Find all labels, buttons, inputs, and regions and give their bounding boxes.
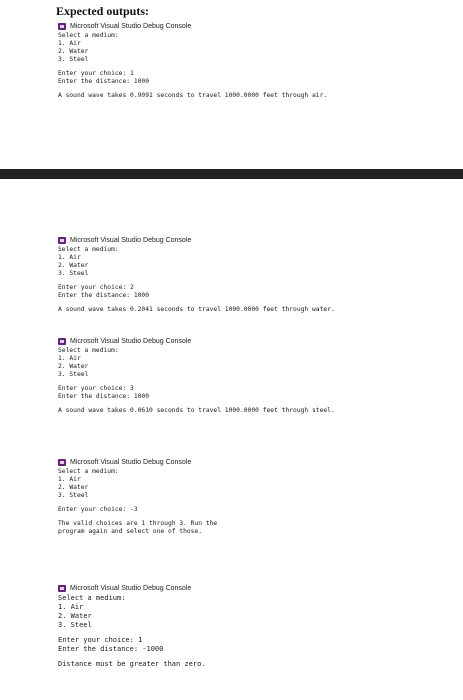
console-line: 1. Air [58, 476, 81, 483]
console-title: Microsoft Visual Studio Debug Console [70, 584, 192, 592]
visual-studio-icon [58, 585, 66, 592]
console-line: Select a medium: [58, 347, 119, 354]
console-line: Enter your choice: -3 [58, 506, 138, 513]
console-title: Microsoft Visual Studio Debug Console [70, 22, 192, 30]
console-line: Select a medium: [58, 468, 119, 475]
console-line: 2. Water [58, 48, 89, 55]
visual-studio-icon [58, 237, 66, 244]
console-window-4 [58, 456, 358, 536]
console-line: 3. Steel [58, 56, 89, 63]
console-line: 1. Air [58, 254, 81, 261]
console-line: 1. Air [58, 603, 84, 611]
console-title: Microsoft Visual Studio Debug Console [70, 337, 192, 345]
console-line: 3. Steel [58, 621, 92, 629]
page-heading: Expected outputs: [56, 4, 150, 18]
console-line: Select a medium: [58, 246, 119, 253]
visual-studio-icon [58, 23, 66, 30]
console-titlebar [58, 335, 358, 347]
console-line: A sound wave takes 0.9091 seconds to travel 1000.0000 feet through air. [58, 92, 328, 99]
console-line: 2. Water [58, 484, 89, 491]
console-titlebar [58, 582, 358, 594]
console-line: 1. Air [58, 40, 81, 47]
console-line: 3. Steel [58, 371, 89, 378]
console-line: Enter your choice: 1 [58, 70, 134, 77]
console-titlebar [58, 20, 358, 32]
console-line: Enter the distance: 1000 [58, 78, 149, 85]
console-title: Microsoft Visual Studio Debug Console [70, 458, 192, 466]
console-line: 2. Water [58, 262, 89, 269]
console-line: program again and select one of those. [58, 528, 203, 535]
console-window-2 [58, 234, 358, 314]
console-window-1 [58, 20, 358, 100]
console-window-5 [58, 582, 358, 669]
console-line: A sound wave takes 0.0610 seconds to travel 1000.0000 feet through steel. [58, 407, 335, 414]
console-line: 1. Air [58, 355, 81, 362]
console-line: Enter your choice: 2 [58, 284, 134, 291]
console-line: Select a medium: [58, 594, 126, 602]
visual-studio-icon [58, 459, 66, 466]
console-line: Enter the distance: 1000 [58, 292, 149, 299]
console-window-3 [58, 335, 358, 415]
console-titlebar [58, 234, 358, 246]
console-line: 2. Water [58, 612, 92, 620]
console-line: 3. Steel [58, 270, 89, 277]
console-title: Microsoft Visual Studio Debug Console [70, 236, 192, 244]
console-line: Enter your choice: 1 [58, 636, 143, 644]
visual-studio-icon [58, 338, 66, 345]
section-divider [0, 169, 463, 179]
console-line: Select a medium: [58, 32, 119, 39]
console-line: Enter the distance: -1000 [58, 645, 164, 653]
console-line: 2. Water [58, 363, 89, 370]
console-titlebar [58, 456, 358, 468]
console-line: The valid choices are 1 through 3. Run the [58, 520, 218, 527]
console-line: Enter the distance: 1000 [58, 393, 149, 400]
console-line: Enter your choice: 3 [58, 385, 134, 392]
console-line: Distance must be greater than zero. [58, 660, 206, 668]
console-line: 3. Steel [58, 492, 89, 499]
console-line: A sound wave takes 0.2041 seconds to travel 1000.0000 feet through water. [58, 306, 335, 313]
